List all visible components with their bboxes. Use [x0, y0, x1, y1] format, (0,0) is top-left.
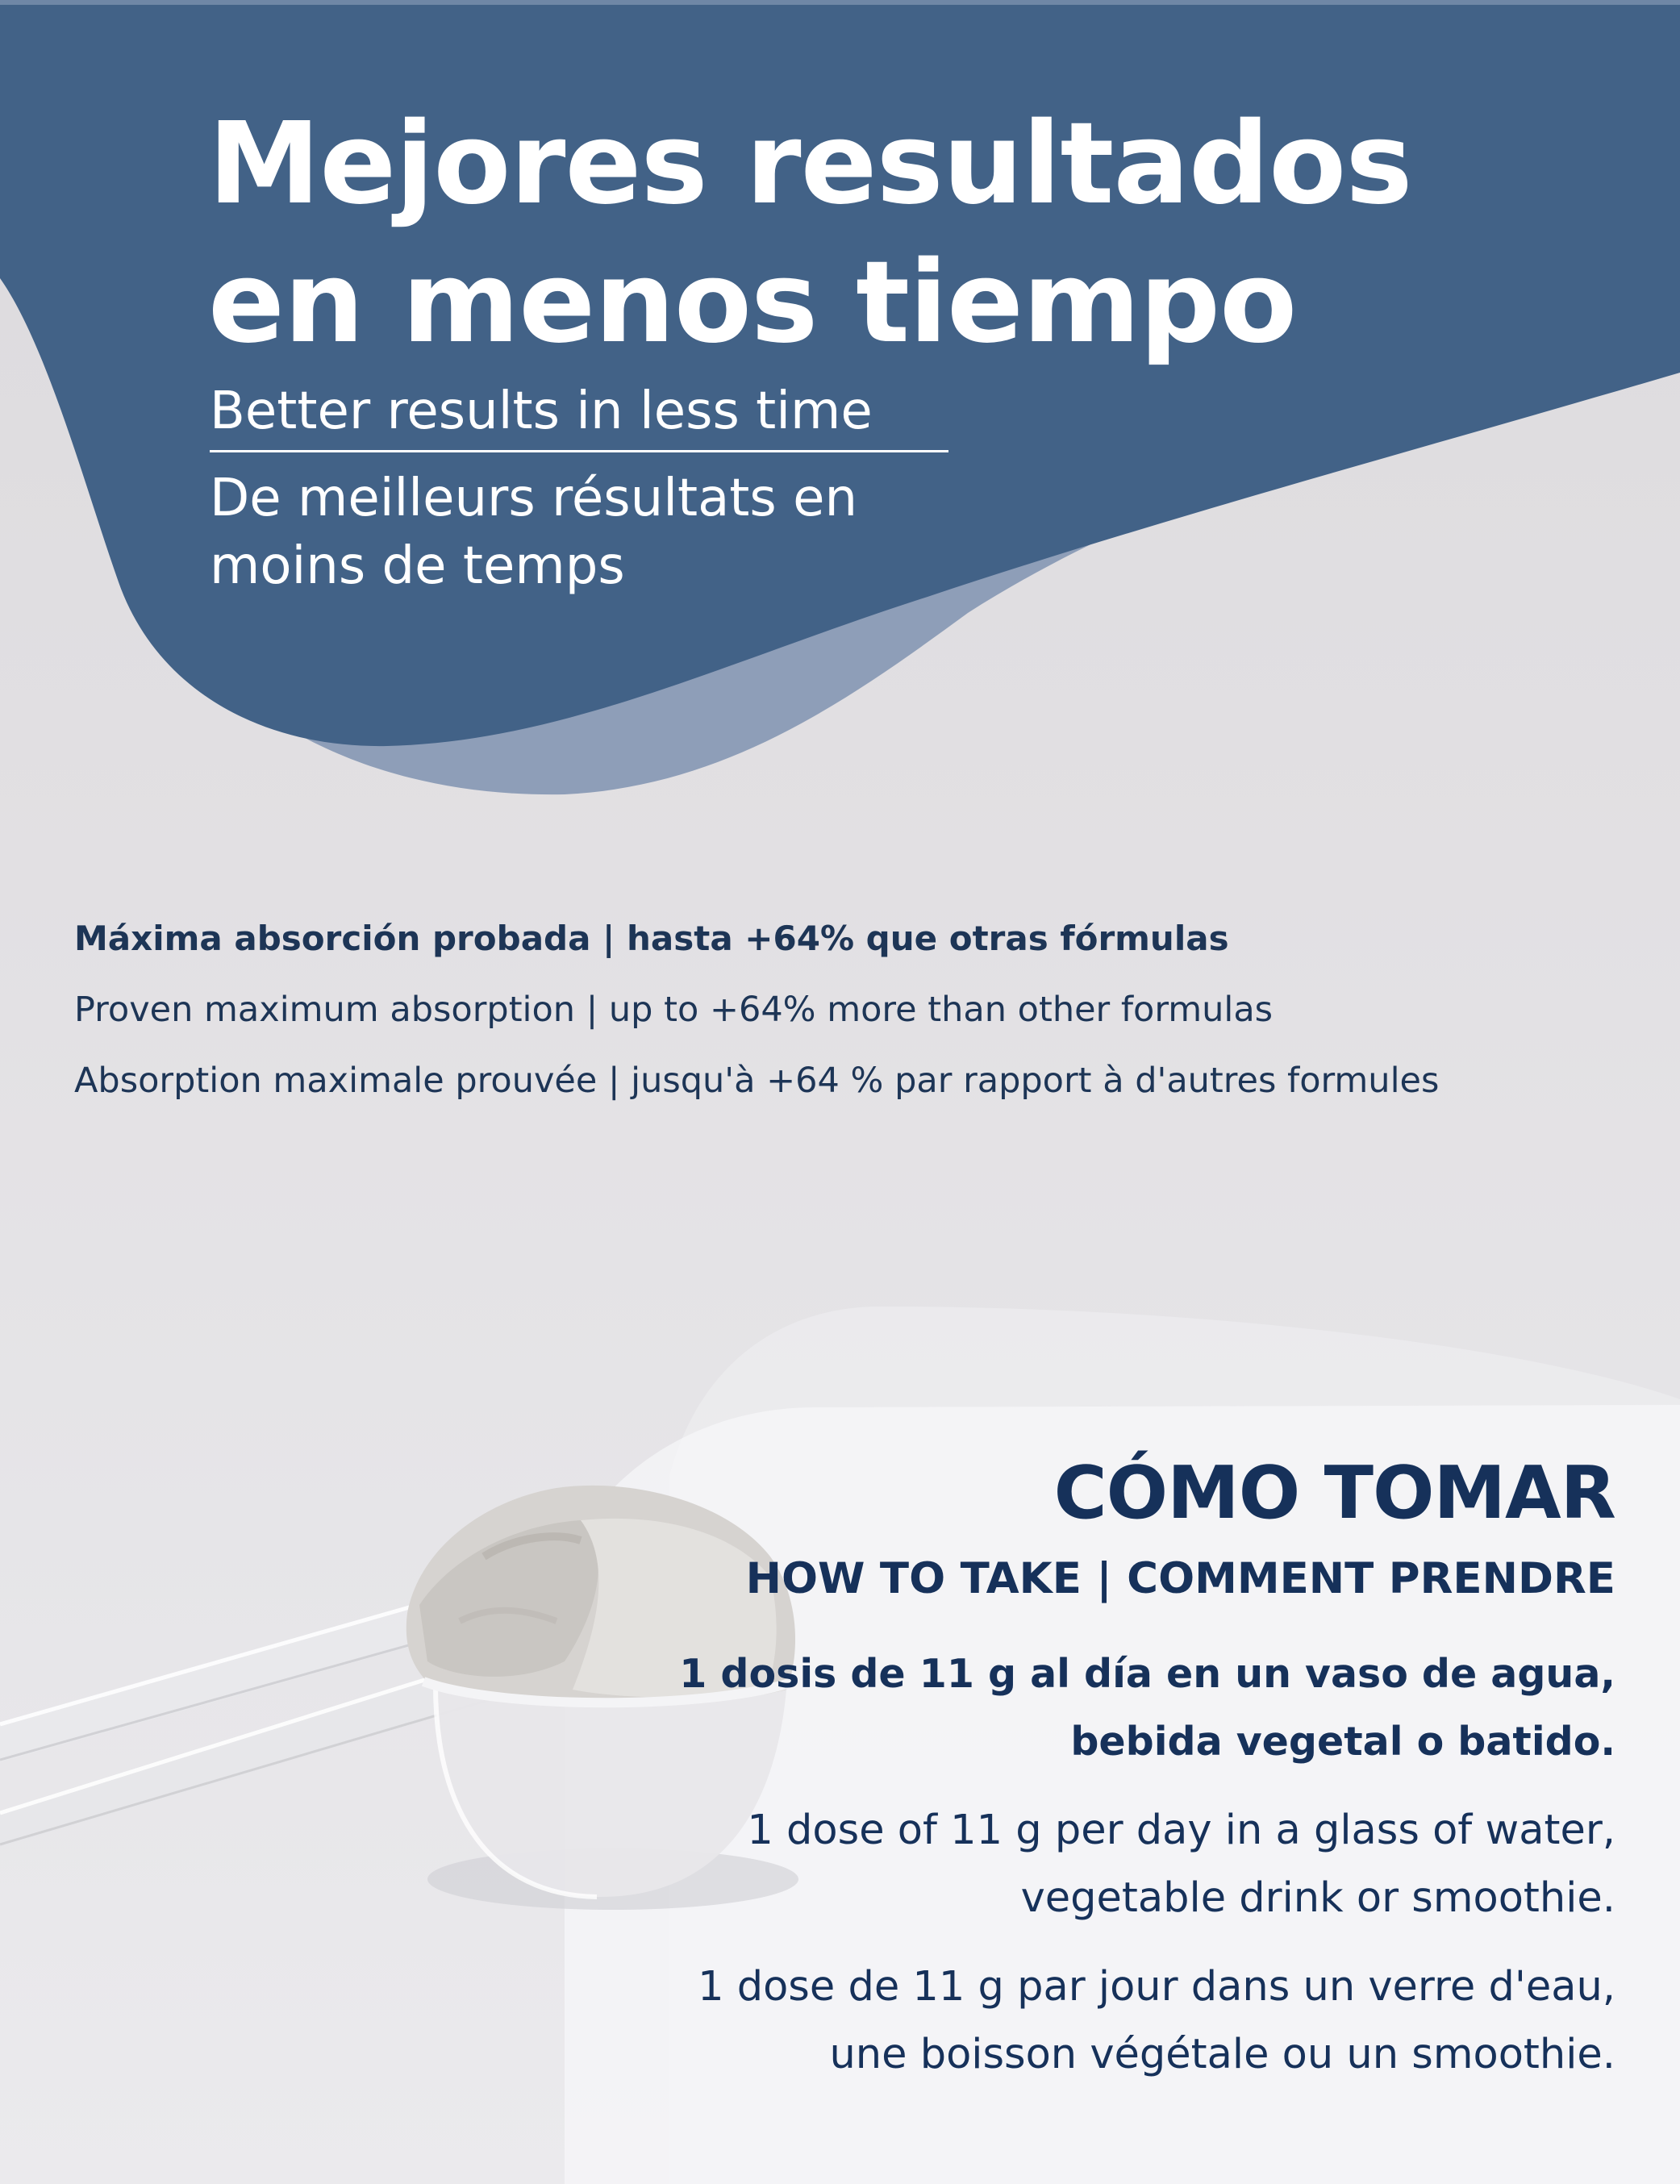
- dose-es-line-2: bebida vegetal o batido.: [1070, 1719, 1615, 1765]
- subtitle-divider: [210, 450, 948, 452]
- dose-en-line-2: vegetable drink or smoothie.: [1020, 1874, 1615, 1922]
- how-to-take-section: [567, 1453, 1615, 2089]
- top-strip: [0, 0, 1680, 5]
- dose-fr-line-1: 1 dose de 11 g par jour dans un verre d'eau,: [698, 1963, 1615, 2011]
- claim-english: Proven maximum absorption | up to +64% more than other formulas: [74, 990, 1274, 1030]
- dose-instructions-spanish: [567, 1640, 1615, 1776]
- subtitle-french-line-2: moins de temps: [210, 536, 625, 596]
- claim-spanish: Máxima absorción probada | hasta +64% que otras fórmulas: [74, 919, 1229, 958]
- how-to-take-subtitle: HOW TO TAKE | COMMENT PRENDRE: [745, 1554, 1615, 1603]
- page-title: [208, 95, 1412, 373]
- absorption-claims: [74, 903, 1439, 1116]
- dose-instructions-english: [567, 1797, 1615, 1932]
- title-line-1: Mejores resultados: [208, 98, 1412, 230]
- how-to-take-title: CÓMO TOMAR: [1053, 1451, 1615, 1536]
- subtitle-french-line-1: De meilleurs résultats en: [210, 469, 857, 528]
- dose-es-line-1: 1 dosis de 11 g al día en un vaso de agua,: [679, 1651, 1615, 1697]
- dose-en-line-1: 1 dose of 11 g per day in a glass of water,: [747, 1807, 1615, 1854]
- claim-french: Absorption maximale prouvée | jusqu'à +64 % par rapport à d'autres formules: [74, 1061, 1440, 1101]
- subtitle-french: [210, 465, 857, 600]
- title-line-2: en menos tiempo: [208, 237, 1297, 369]
- dose-fr-line-2: une boisson végétale ou un smoothie.: [829, 2031, 1615, 2078]
- dose-instructions-french: [567, 1953, 1615, 2089]
- subtitle-english: Better results in less time: [210, 381, 873, 441]
